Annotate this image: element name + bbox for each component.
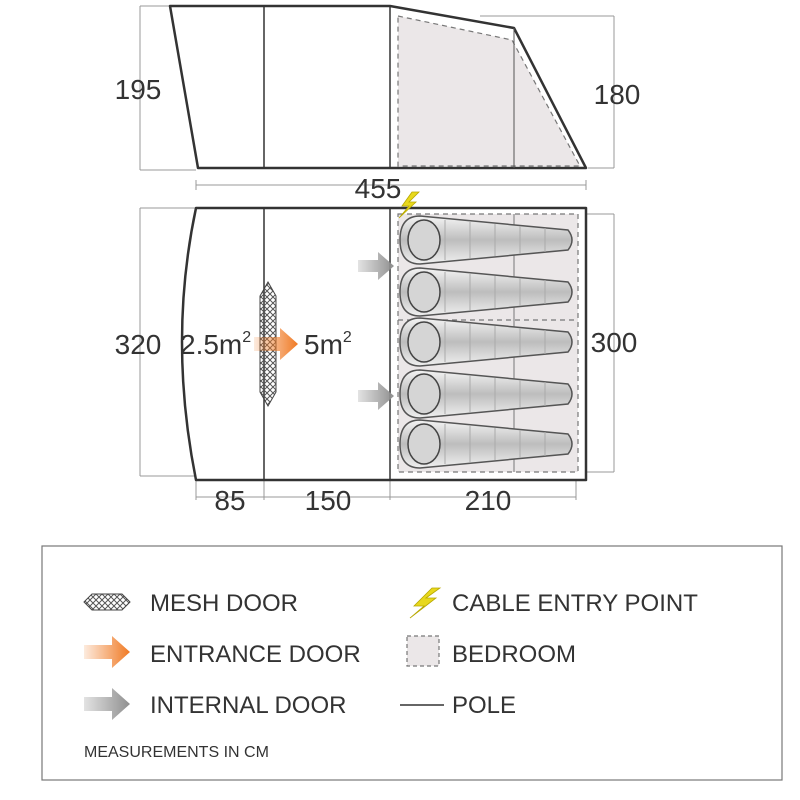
side-height-left: 195 xyxy=(114,74,162,105)
living-area: $5m^2$ xyxy=(304,329,352,360)
floor-width-right: 300 xyxy=(590,327,638,358)
seg-porch: 85 xyxy=(214,485,246,516)
internal-arrow-icon xyxy=(358,252,394,280)
floor-width-left: 320 xyxy=(114,329,162,360)
bedroom-swatch-icon xyxy=(407,636,439,666)
seg-living: 150 xyxy=(304,485,352,516)
legend-bedroom: BEDROOM xyxy=(452,641,577,668)
internal-arrow-icon xyxy=(84,688,130,720)
legend-mesh-door: MESH DOOR xyxy=(150,590,299,617)
internal-arrow-icon xyxy=(358,382,394,410)
legend xyxy=(42,546,782,780)
side-view xyxy=(115,6,641,204)
entrance-arrow-icon xyxy=(84,636,130,668)
legend-internal-door: INTERNAL DOOR xyxy=(150,692,347,719)
side-bedroom-area xyxy=(398,16,580,166)
legend-entrance-door: ENTRANCE DOOR xyxy=(150,641,361,668)
legend-pole: POLE xyxy=(452,692,517,719)
floor-plan xyxy=(115,192,638,516)
measurements-note: MEASUREMENTS IN CM xyxy=(84,744,269,761)
cable-entry-icon xyxy=(410,588,440,618)
mesh-door-icon xyxy=(84,594,130,610)
side-height-right: 180 xyxy=(593,79,641,110)
porch-area: $2.5m^2$ xyxy=(180,329,252,360)
side-length-total: 455 xyxy=(354,173,402,204)
legend-cable-entry: CABLE ENTRY POINT xyxy=(452,590,698,617)
seg-bedroom: 210 xyxy=(464,485,512,516)
